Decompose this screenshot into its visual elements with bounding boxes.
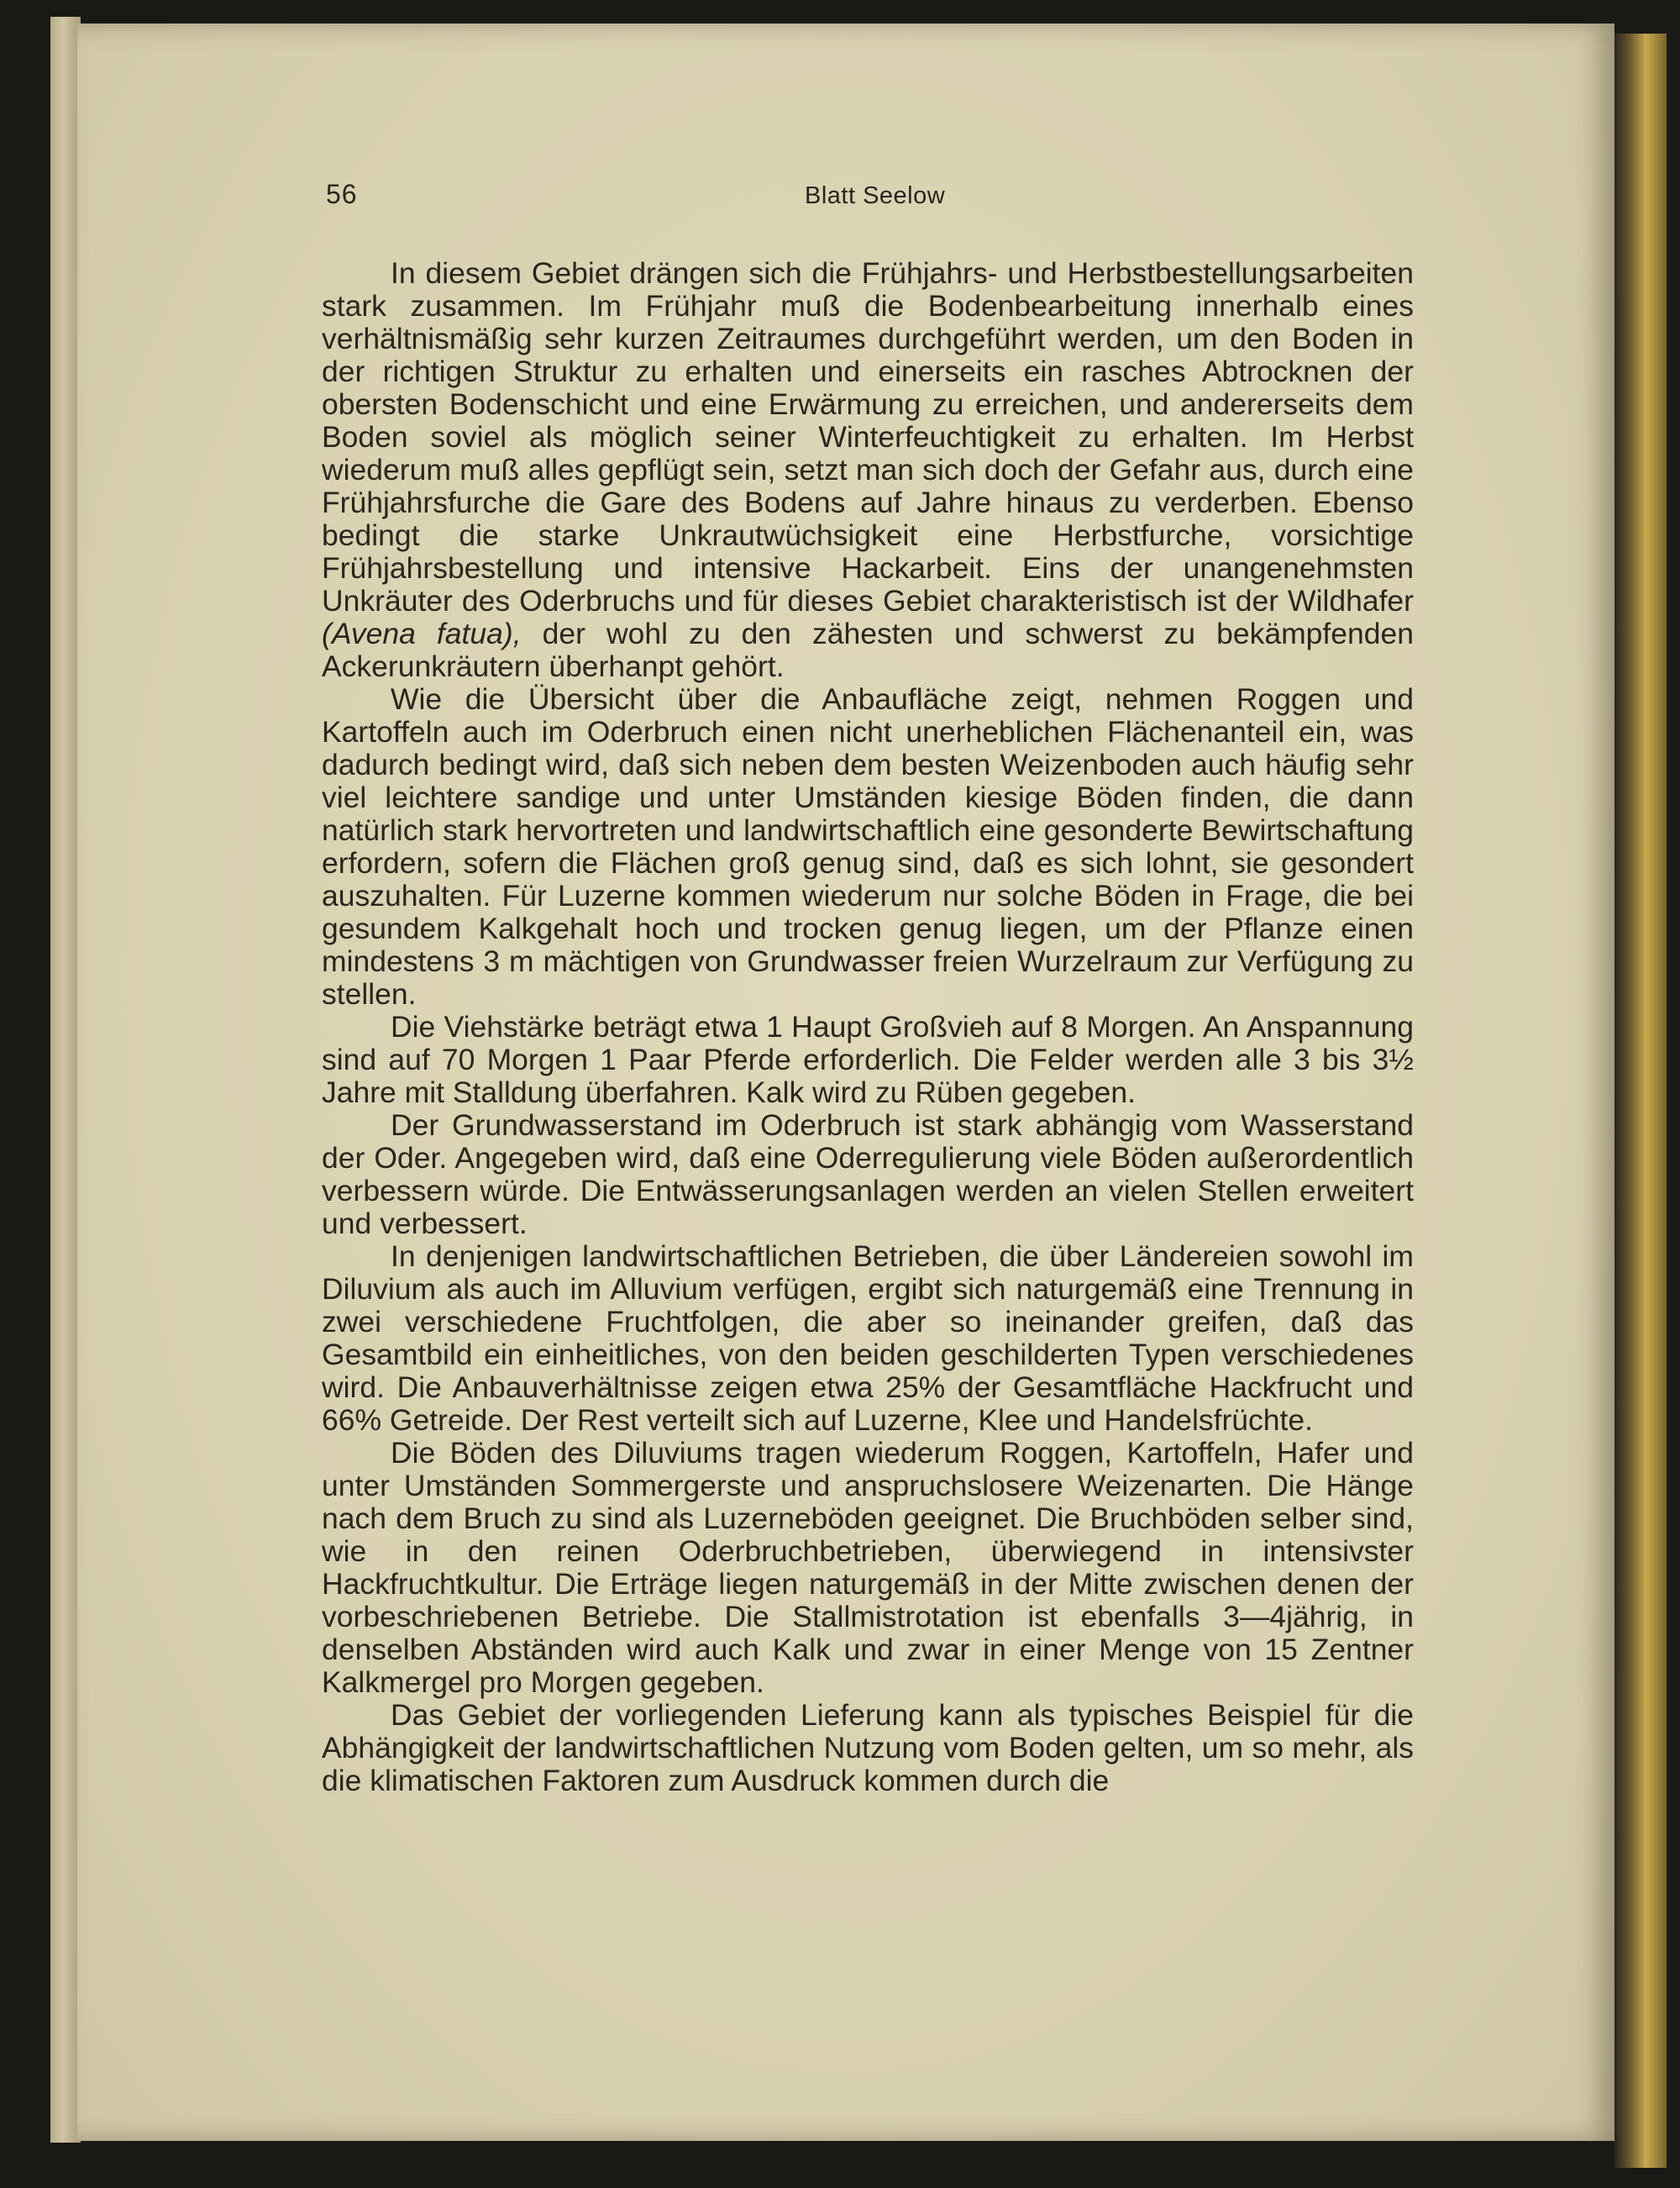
paragraph-1 (322, 257, 1414, 683)
paragraph-6: Die Böden des Diluviums tragen wiederum Roggen, Kartoffeln, Hafer und unter Umständen Sommergerste und anspruchslosere Weizenarten. Die Hänge nach dem Bruch zu sind als Luzerneböden geeignet. Die Bruchböden selber sind, wie in den reinen Oderbruchbetrieben, überwiegend in intensivster Hackfruchtkultur. Die Erträge liegen naturgemäß in der Mitte zwischen denen der vorbeschriebenen Betriebe. Die Stallmistrotation ist ebenfalls 3—4jährig, in denselben Abständen wird auch Kalk und zwar in einer Menge von 15 Zentner Kalkmergel pro Morgen gegeben. (322, 1436, 1414, 1699)
paragraph-5: In denjenigen landwirtschaftlichen Betrieben, die über Ländereien sowohl im Diluvium als auch im Alluvium verfügen, ergibt sich naturgemäß eine Trennung in zwei verschiedene Fruchtfolgen, die aber so ineinander greifen, daß das Gesamtbild ein einheitliches, von den beiden geschilderten Typen verschiedenes wird. Die Anbauverhältnisse zeigen etwa 25% der Gesamtfläche Hackfrucht und 66% Getreide. Der Rest verteilt sich auf Luzerne, Klee und Handelsfrüchte. (322, 1239, 1414, 1437)
facing-page-edge (1614, 34, 1667, 2168)
paragraph-2: Wie die Übersicht über die Anbaufläche zeigt, nehmen Roggen und Kartoffeln auch im Oderbruch einen nicht unerheblichen Flächenanteil ein, was dadurch bedingt wird, daß sich neben dem besten Weizenboden auch häufig sehr viel leichtere sandige und unter Umständen kiesige Böden finden, die dann natürlich stark hervortreten und landwirtschaftlich eine gesonderte Bewirtschaftung erfordern, sofern die Flächen groß genug sind, daß es sich lohnt, sie gesondert auszuhalten. Für Luzerne kommen wiederum nur solche Böden in Frage, die bei gesundem Kalkgehalt hoch und trocken genug liegen, um der Pflanze einen mindestens 3 m mächtigen von Grundwasser freien Wurzelraum zur Verfügung zu stellen. (322, 682, 1414, 1011)
running-title: Blatt Seelow (805, 182, 946, 209)
paragraph-1-text-end: der wohl zu den zähesten und schwerst zu bekämpfenden Ackerunkräutern überhanpt gehört. (322, 617, 1414, 683)
body-text (322, 257, 1414, 1797)
paragraph-3: Die Viehstärke beträgt etwa 1 Haupt Großvieh auf 8 Morgen. An Anspannung sind auf 70 Morgen 1 Paar Pferde erforderlich. Die Felder werden alle 3 bis 3½ Jahre mit Stalldung überfahren. Kalk wird zu Rüben gegeben. (322, 1010, 1414, 1109)
species-name: (Avena fatua), (322, 617, 522, 650)
book-spine-edge (50, 17, 81, 2143)
paragraph-4: Der Grundwasserstand im Oderbruch ist stark abhängig vom Wasserstand der Oder. Angegeben wird, daß eine Oderregulierung viele Böden außerordentlich verbessern würde. Die Entwässerungsanlagen werden an vielen Stellen erweitert und verbessert. (322, 1108, 1414, 1240)
running-header (326, 179, 1418, 221)
paragraph-1-text: In diesem Gebiet drängen sich die Frühjahrs- und Herbstbestellungsarbeiten stark zusammen. Im Frühjahr muß die Bodenbearbeitung innerhalb eines verhältnismäßig sehr kurzen Zeitraumes durchgeführt werden, um den Boden in der richtigen Struktur zu erhalten und einerseits ein rasches Abtrocknen der obersten Bodenschicht und eine Erwärmung zu erreichen, und andererseits dem Boden soviel als möglich seiner Winterfeuchtigkeit zu erhalten. Im Herbst wiederum muß alles gepflügt sein, setzt man sich doch der Gefahr aus, durch eine Frühjahrsfurche die Gare des Bodens auf Jahre hinaus zu verderben. Ebenso bedingt die starke Unkrautwüchsigkeit eine Herbstfurche, vorsichtige Frühjahrsbestellung und intensive Hackarbeit. Eins der unangenehmsten Unkräuter des Oderbruchs und für dieses Gebiet charakteristisch ist der Wildhafer (322, 256, 1414, 618)
paragraph-7: Das Gebiet der vorliegenden Lieferung kann als typisches Beispiel für die Abhängigkeit der landwirtschaftlichen Nutzung vom Boden gelten, um so mehr, als die klimatischen Faktoren zum Ausdruck kommen durch die (322, 1698, 1414, 1797)
page-number: 56 (326, 179, 358, 209)
